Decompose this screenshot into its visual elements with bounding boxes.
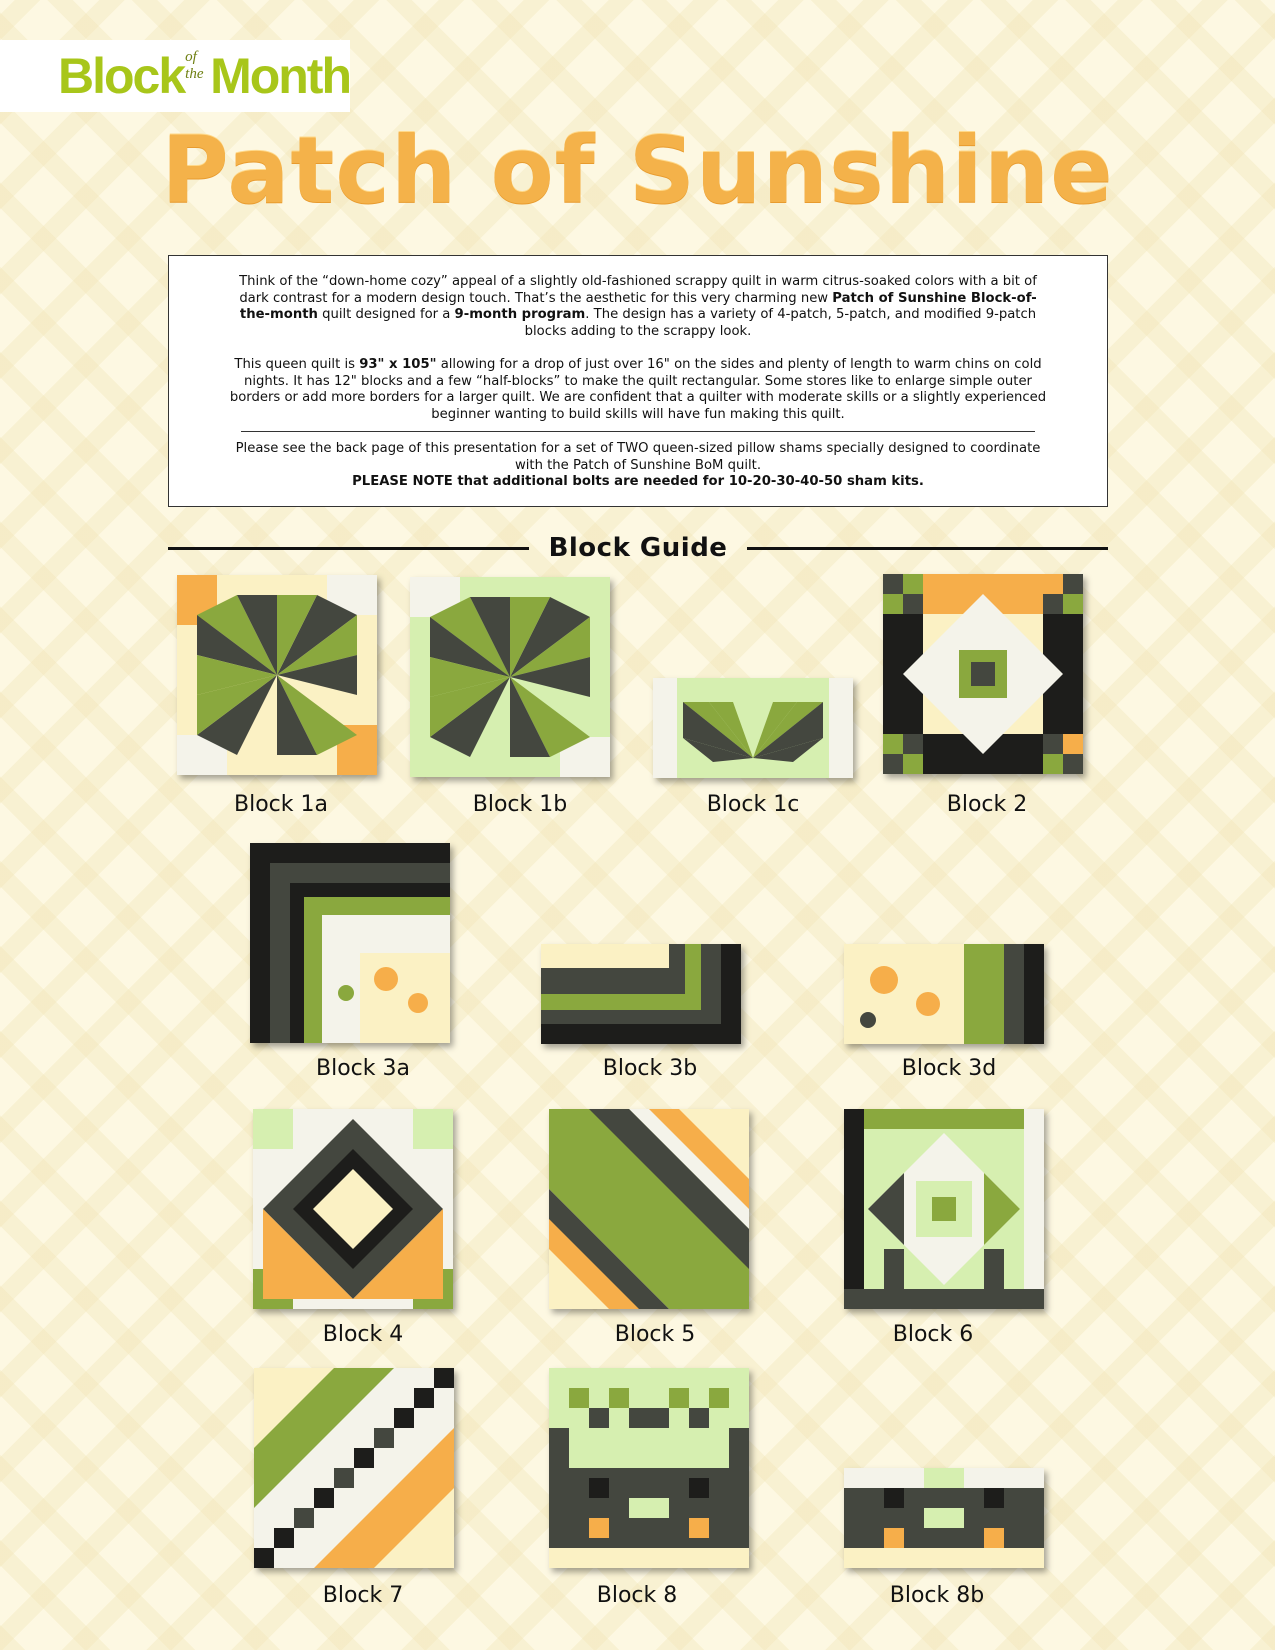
intro-text: allowing for a drop of just over 16" on the sides and plenty of length to warm chins on cold nights. It has 12" blocks and a few “half-blocks” to make the quilt rectangular. Some stores like to enlarge simple outer borders or add more borders for a larger quilt. We are confident that a quilter with moderate skills or a slightly experienced beginner wanting to build skills will have fun making this quilt.	[229, 357, 1047, 422]
block-caption: Block 3b	[602, 1056, 698, 1081]
brand-word-block: Block	[58, 48, 185, 104]
block-caption: Block 4	[322, 1322, 404, 1347]
intro-bold-name: Patch of Sunshine Block-of-the-month	[239, 290, 1037, 322]
block-guide-header	[168, 530, 1108, 566]
block-caption: Block 8	[596, 1583, 678, 1608]
quilt-block-3a-image	[250, 843, 450, 1043]
quilt-block-6-image	[844, 1109, 1044, 1309]
intro-bold-program: 9-month program	[454, 307, 586, 322]
block-caption: Block 6	[892, 1322, 974, 1347]
quilt-block-1a-image	[177, 575, 377, 775]
quilt-block-1b-image	[410, 577, 610, 777]
quilt-block-1c-image	[653, 678, 853, 778]
block-caption: Block 7	[322, 1583, 404, 1608]
brand-logo	[0, 40, 350, 112]
brand-word-month: Month	[210, 48, 350, 104]
block-guide-heading: Block Guide	[548, 533, 728, 563]
intro-text: . The design has a variety of 4-patch, 5-patch, and modified 9-patch blocks adding to the scrappy look.	[524, 307, 1037, 339]
block-caption: Block 8b	[889, 1583, 985, 1608]
intro-paragraph-1	[229, 274, 1047, 340]
intro-bold-size: 93" x 105"	[359, 357, 437, 372]
divider-line	[747, 547, 1108, 550]
quilt-block-3b-image	[541, 944, 741, 1044]
block-caption: Block 5	[614, 1322, 696, 1347]
quilt-block-4-image	[253, 1109, 453, 1309]
block-caption: Block 3a	[316, 1056, 410, 1081]
intro-text: quilt designed for a	[317, 307, 455, 322]
divider-line	[168, 547, 529, 550]
page-title: Patch of Sunshine	[161, 117, 1114, 224]
block-caption: Block 1c	[706, 792, 800, 817]
brand-word-of-the: of the	[185, 49, 204, 82]
intro-paragraph-3	[229, 441, 1047, 491]
quilt-block-8-image	[549, 1368, 749, 1568]
quilt-block-8b-image	[844, 1468, 1044, 1568]
quilt-block-3d-image	[844, 944, 1044, 1044]
block-caption: Block 2	[946, 792, 1028, 817]
quilt-block-2-image	[883, 574, 1083, 774]
intro-text: Please see the back page of this presentation for a set of TWO queen-sized pillow shams specially designed to coordinate with the Patch of Sunshine BoM quilt.	[235, 441, 1041, 473]
intro-paragraph-2	[229, 357, 1047, 423]
quilt-block-7-image	[254, 1368, 454, 1568]
block-caption: Block 3d	[901, 1056, 997, 1081]
intro-text: This queen quilt is	[234, 357, 360, 372]
block-caption: Block 1a	[234, 792, 328, 817]
block-caption: Block 1b	[472, 792, 568, 817]
intro-text: Think of the “down-home cozy” appeal of a slightly old-fashioned scrappy quilt in warm citrus-soaked colors with a bit of dark contrast for a modern design touch. That’s the aesthetic for this very charming new	[239, 274, 1037, 306]
intro-box	[168, 255, 1108, 507]
intro-divider	[241, 431, 1035, 432]
intro-bold-note: PLEASE NOTE that additional bolts are needed for 10-20-30-40-50 sham kits.	[352, 474, 924, 489]
quilt-block-5-image	[549, 1109, 749, 1309]
